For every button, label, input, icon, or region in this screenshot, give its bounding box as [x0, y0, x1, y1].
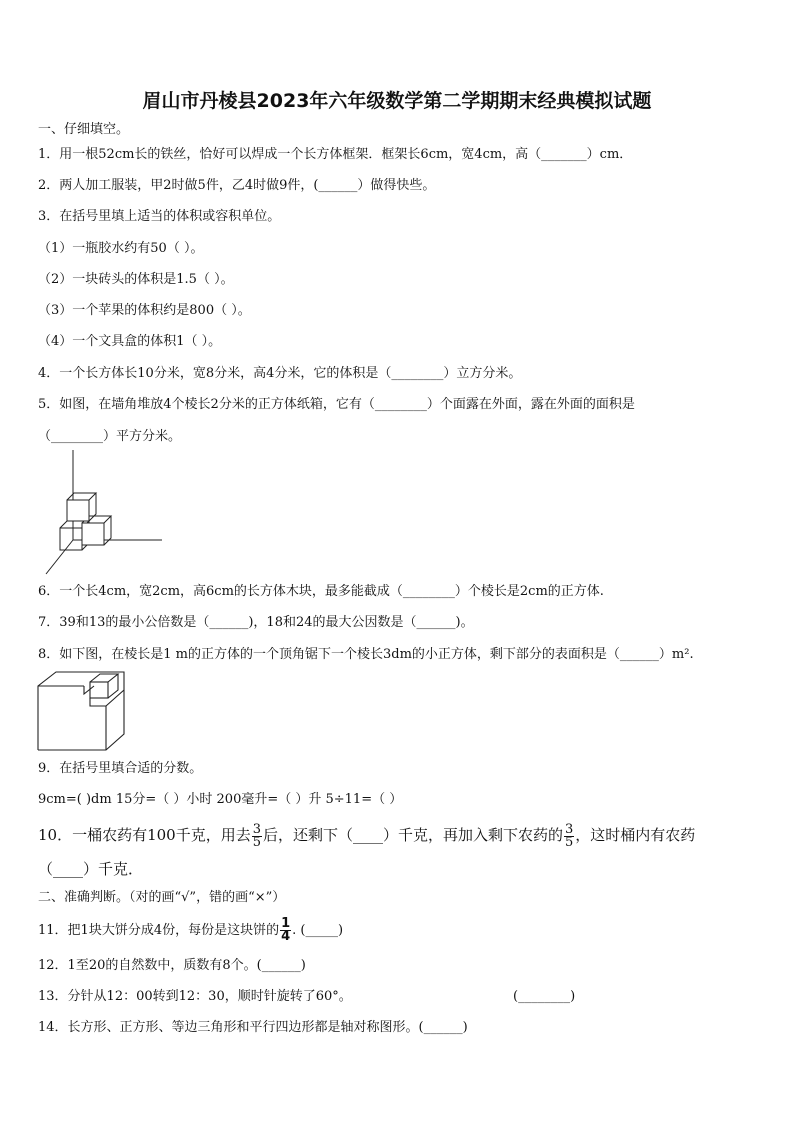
question-11 — [38, 918, 343, 943]
question-10-part-c: ，这时桶内有农药 — [575, 826, 696, 844]
corner-cubes-figure — [38, 448, 168, 578]
question-11-text: 11．把1块大饼分成4份，每份是这块饼的 — [38, 923, 280, 938]
question-5-line-1: 5．如图，在墙角堆放4个棱长2分米的正方体纸箱，它有（________）个面露在外面，露在外面的面积是 — [38, 397, 635, 412]
section-heading-true-false: 二、准确判断。（对的画“√”，错的画“×”） — [38, 890, 286, 905]
question-13-blank: (________) — [513, 989, 576, 1004]
fraction-one-quarter: $\frac{1}{4}$ — [281, 916, 291, 944]
question-3-4: （4）一个文具盒的体积1（ ）。 — [38, 334, 222, 349]
question-10-line-2: （____）千克． — [38, 860, 144, 878]
question-1: 1．用一根52cm长的铁丝，恰好可以焊成一个长方体框架．框架长6cm，宽4cm，高（_______）cm． — [38, 147, 633, 162]
question-12: 12．1至20的自然数中，质数有8个。(______) — [38, 958, 306, 973]
question-2: 2．两人加工服装，甲2时做5件，乙4时做9件，(______）做得快些。 — [38, 178, 436, 193]
cut-cube-figure — [36, 668, 128, 752]
question-9: 9．在括号里填合适的分数。 — [38, 761, 203, 776]
page-title: 眉山市丹棱县2023年六年级数学第二学期期末经典模拟试题 — [142, 90, 652, 112]
question-3: 3．在括号里填上适当的体积或容积单位。 — [38, 209, 281, 224]
fraction-three-fifths-2: $\frac{3}{5}$ — [565, 821, 574, 850]
question-3-2: （2）一块砖头的体积是1.5（ ）。 — [38, 272, 234, 287]
fraction-three-fifths: $\frac{3}{5}$ — [252, 821, 261, 850]
question-3-1: （1）一瓶胶水约有50（ ）。 — [38, 241, 204, 256]
question-9-items: 9cm=( )dm 15分=（ ）小时 200毫升=（ ）升 5÷11=（ ） — [38, 792, 403, 807]
section-heading-fill-blanks: 一、仔细填空。 — [38, 122, 130, 137]
question-3-3: （3）一个苹果的体积约是800（ ）。 — [38, 303, 251, 318]
question-5-line-2: （________）平方分米。 — [38, 429, 182, 444]
question-10-part-a: 10．一桶农药有100千克，用去 — [38, 826, 251, 844]
question-6: 6．一个长4cm，宽2cm，高6cm的长方体木块，最多能截成（________）个棱长是2cm的正方体. — [38, 584, 604, 599]
question-7: 7．39和13的最小公倍数是（______)，18和24的最大公因数是（______)。 — [38, 615, 474, 630]
question-8: 8．如下图，在棱长是1 m的正方体的一个顶角锯下一个棱长3dm的小正方体，剩下部分的表面积是（______）m². — [38, 647, 694, 662]
question-13: 13．分针从12：00转到12：30，顺时针旋转了60°。 — [38, 989, 352, 1004]
question-4: 4．一个长方体长10分米，宽8分米，高4分米，它的体积是（________）立方分米。 — [38, 366, 522, 381]
question-10-part-b: 后，还剩下（____）千克，再加入剩下农药的 — [263, 826, 564, 844]
question-14: 14．长方形、正方形、等边三角形和平行四边形都是轴对称图形。(______) — [38, 1020, 468, 1035]
question-11-blank: . (_____) — [292, 923, 344, 938]
question-10 — [38, 822, 695, 849]
